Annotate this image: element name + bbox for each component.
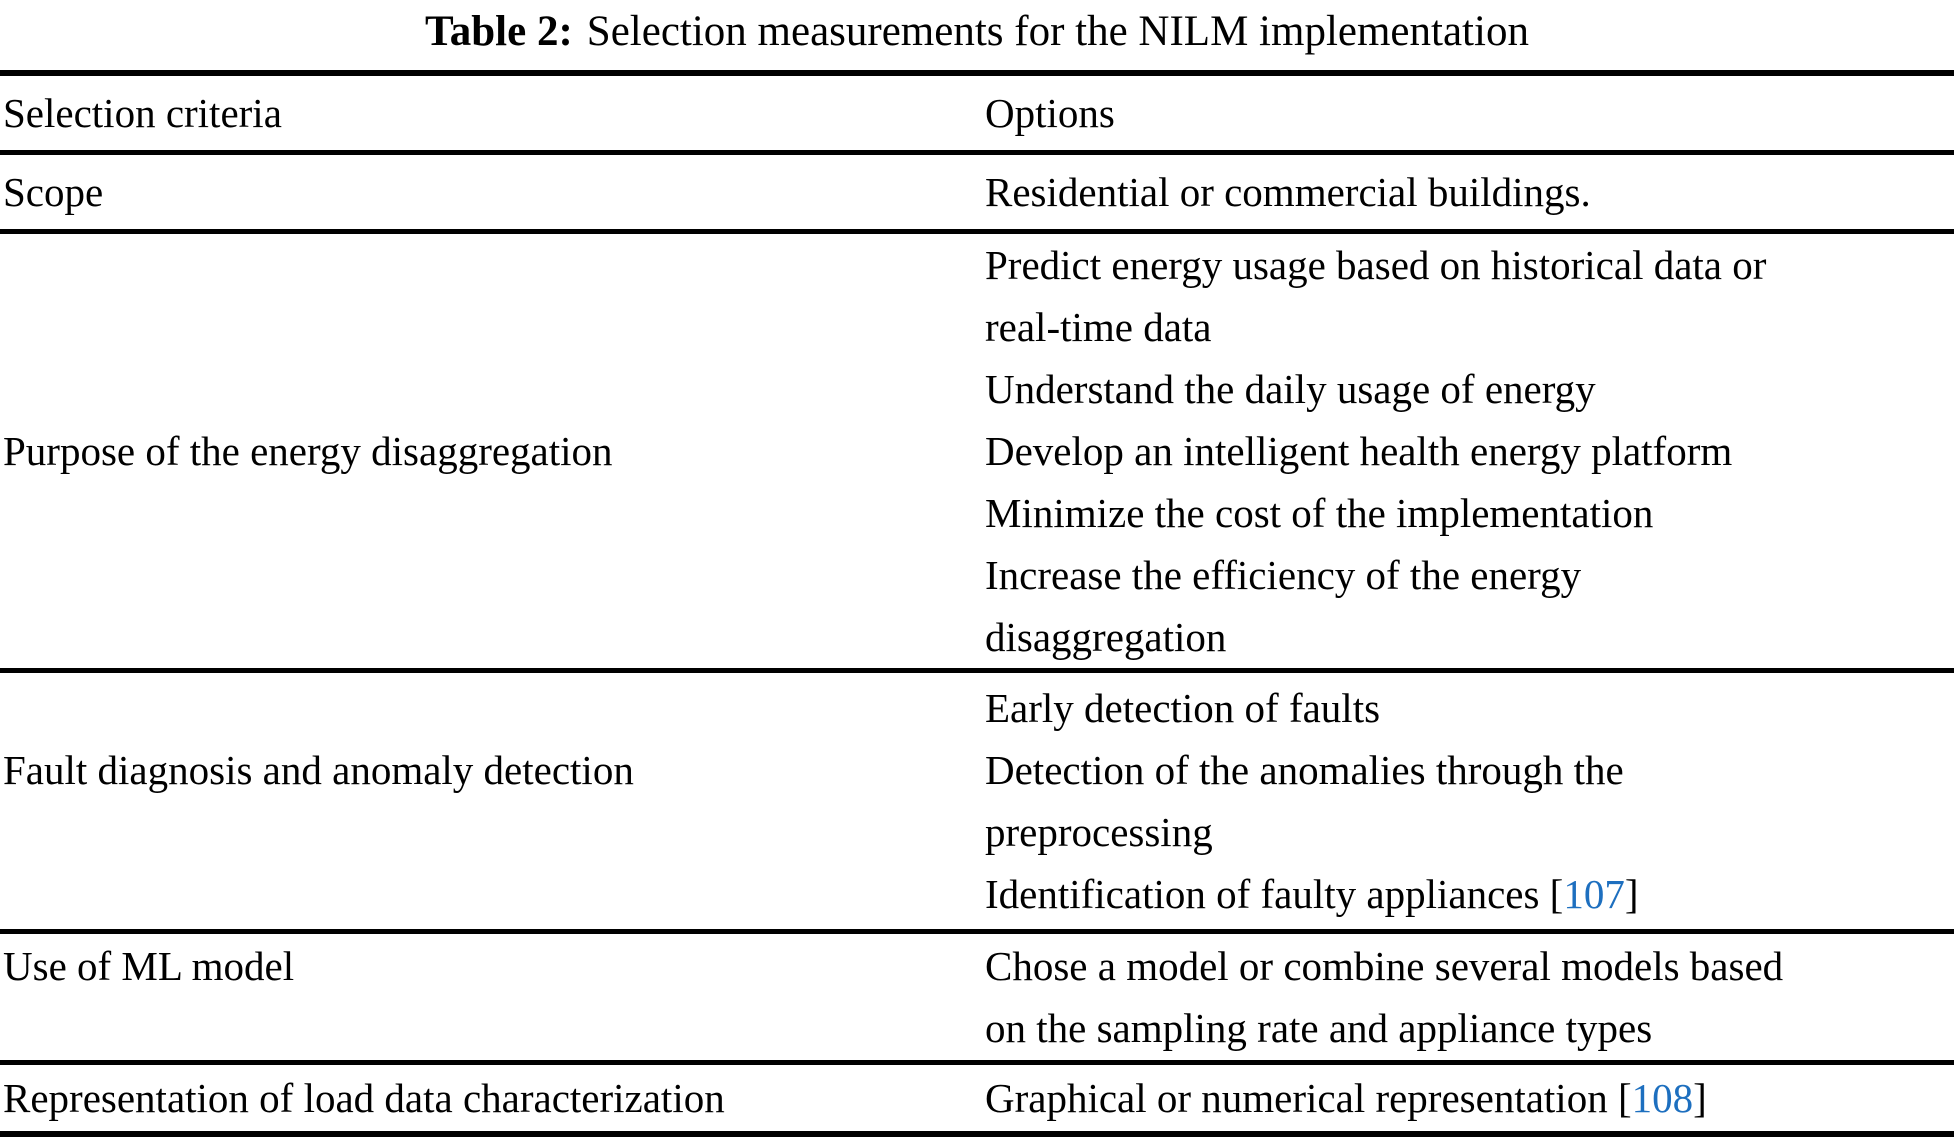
option-line: Early detection of faults bbox=[985, 685, 1381, 731]
row-purpose bbox=[0, 232, 1954, 671]
header-selection-criteria: Selection criteria bbox=[3, 90, 282, 136]
row-load-data-representation bbox=[0, 1063, 1954, 1135]
table-caption bbox=[0, 0, 1954, 70]
header-options: Options bbox=[985, 90, 1115, 136]
option-line: on the sampling rate and appliance types bbox=[985, 1005, 1653, 1051]
criteria-label: Use of ML model bbox=[3, 943, 295, 989]
option-text: Graphical or numerical representation [ bbox=[985, 1075, 1632, 1121]
selection-measurements-table bbox=[0, 70, 1954, 1137]
criteria-fault-diagnosis bbox=[0, 671, 985, 932]
option-line-with-reference bbox=[985, 863, 1954, 925]
criteria-load-data-representation: Representation of load data characterization bbox=[3, 1075, 725, 1121]
reference-link-107[interactable]: 107 bbox=[1563, 871, 1625, 917]
criteria-scope: Scope bbox=[3, 169, 104, 215]
row-ml-model bbox=[0, 932, 1954, 1063]
criteria-label: Fault diagnosis and anomaly detection bbox=[3, 747, 634, 793]
criteria-ml-model bbox=[0, 932, 985, 1063]
criteria-purpose: Purpose of the energy disaggregation bbox=[3, 428, 613, 474]
options-scope bbox=[985, 153, 1954, 232]
option-line: Develop an intelligent health energy platform bbox=[985, 428, 1733, 474]
row-fault-diagnosis bbox=[0, 671, 1954, 932]
table-caption-label: Table 2: bbox=[425, 8, 573, 55]
option-text: ] bbox=[1693, 1075, 1707, 1121]
options-ml-model bbox=[985, 932, 1954, 1063]
option-line: preprocessing bbox=[985, 809, 1213, 855]
option-line: Residential or commercial buildings. bbox=[985, 169, 1591, 215]
options-fault-diagnosis bbox=[985, 671, 1954, 932]
option-line: real-time data bbox=[985, 304, 1212, 350]
options-load-data-representation bbox=[985, 1063, 1954, 1135]
option-line: Understand the daily usage of energy bbox=[985, 366, 1596, 412]
option-line: disaggregation bbox=[985, 614, 1227, 660]
options-purpose bbox=[985, 232, 1954, 671]
option-line: Predict energy usage based on historical data or bbox=[985, 242, 1767, 288]
header-row bbox=[0, 73, 1954, 153]
reference-link-108[interactable]: 108 bbox=[1631, 1075, 1694, 1121]
option-line-with-reference bbox=[985, 1067, 1954, 1129]
option-text: ] bbox=[1624, 871, 1639, 917]
row-scope bbox=[0, 153, 1954, 232]
option-line: Chose a model or combine several models based bbox=[985, 943, 1784, 989]
table-caption-text: Selection measurements for the NILM implementation bbox=[586, 8, 1529, 55]
option-line: Minimize the cost of the implementation bbox=[985, 490, 1654, 536]
option-text: Identification of faulty appliances [ bbox=[985, 871, 1564, 917]
option-line: Increase the efficiency of the energy bbox=[985, 552, 1582, 598]
option-line: Detection of the anomalies through the bbox=[985, 747, 1624, 793]
